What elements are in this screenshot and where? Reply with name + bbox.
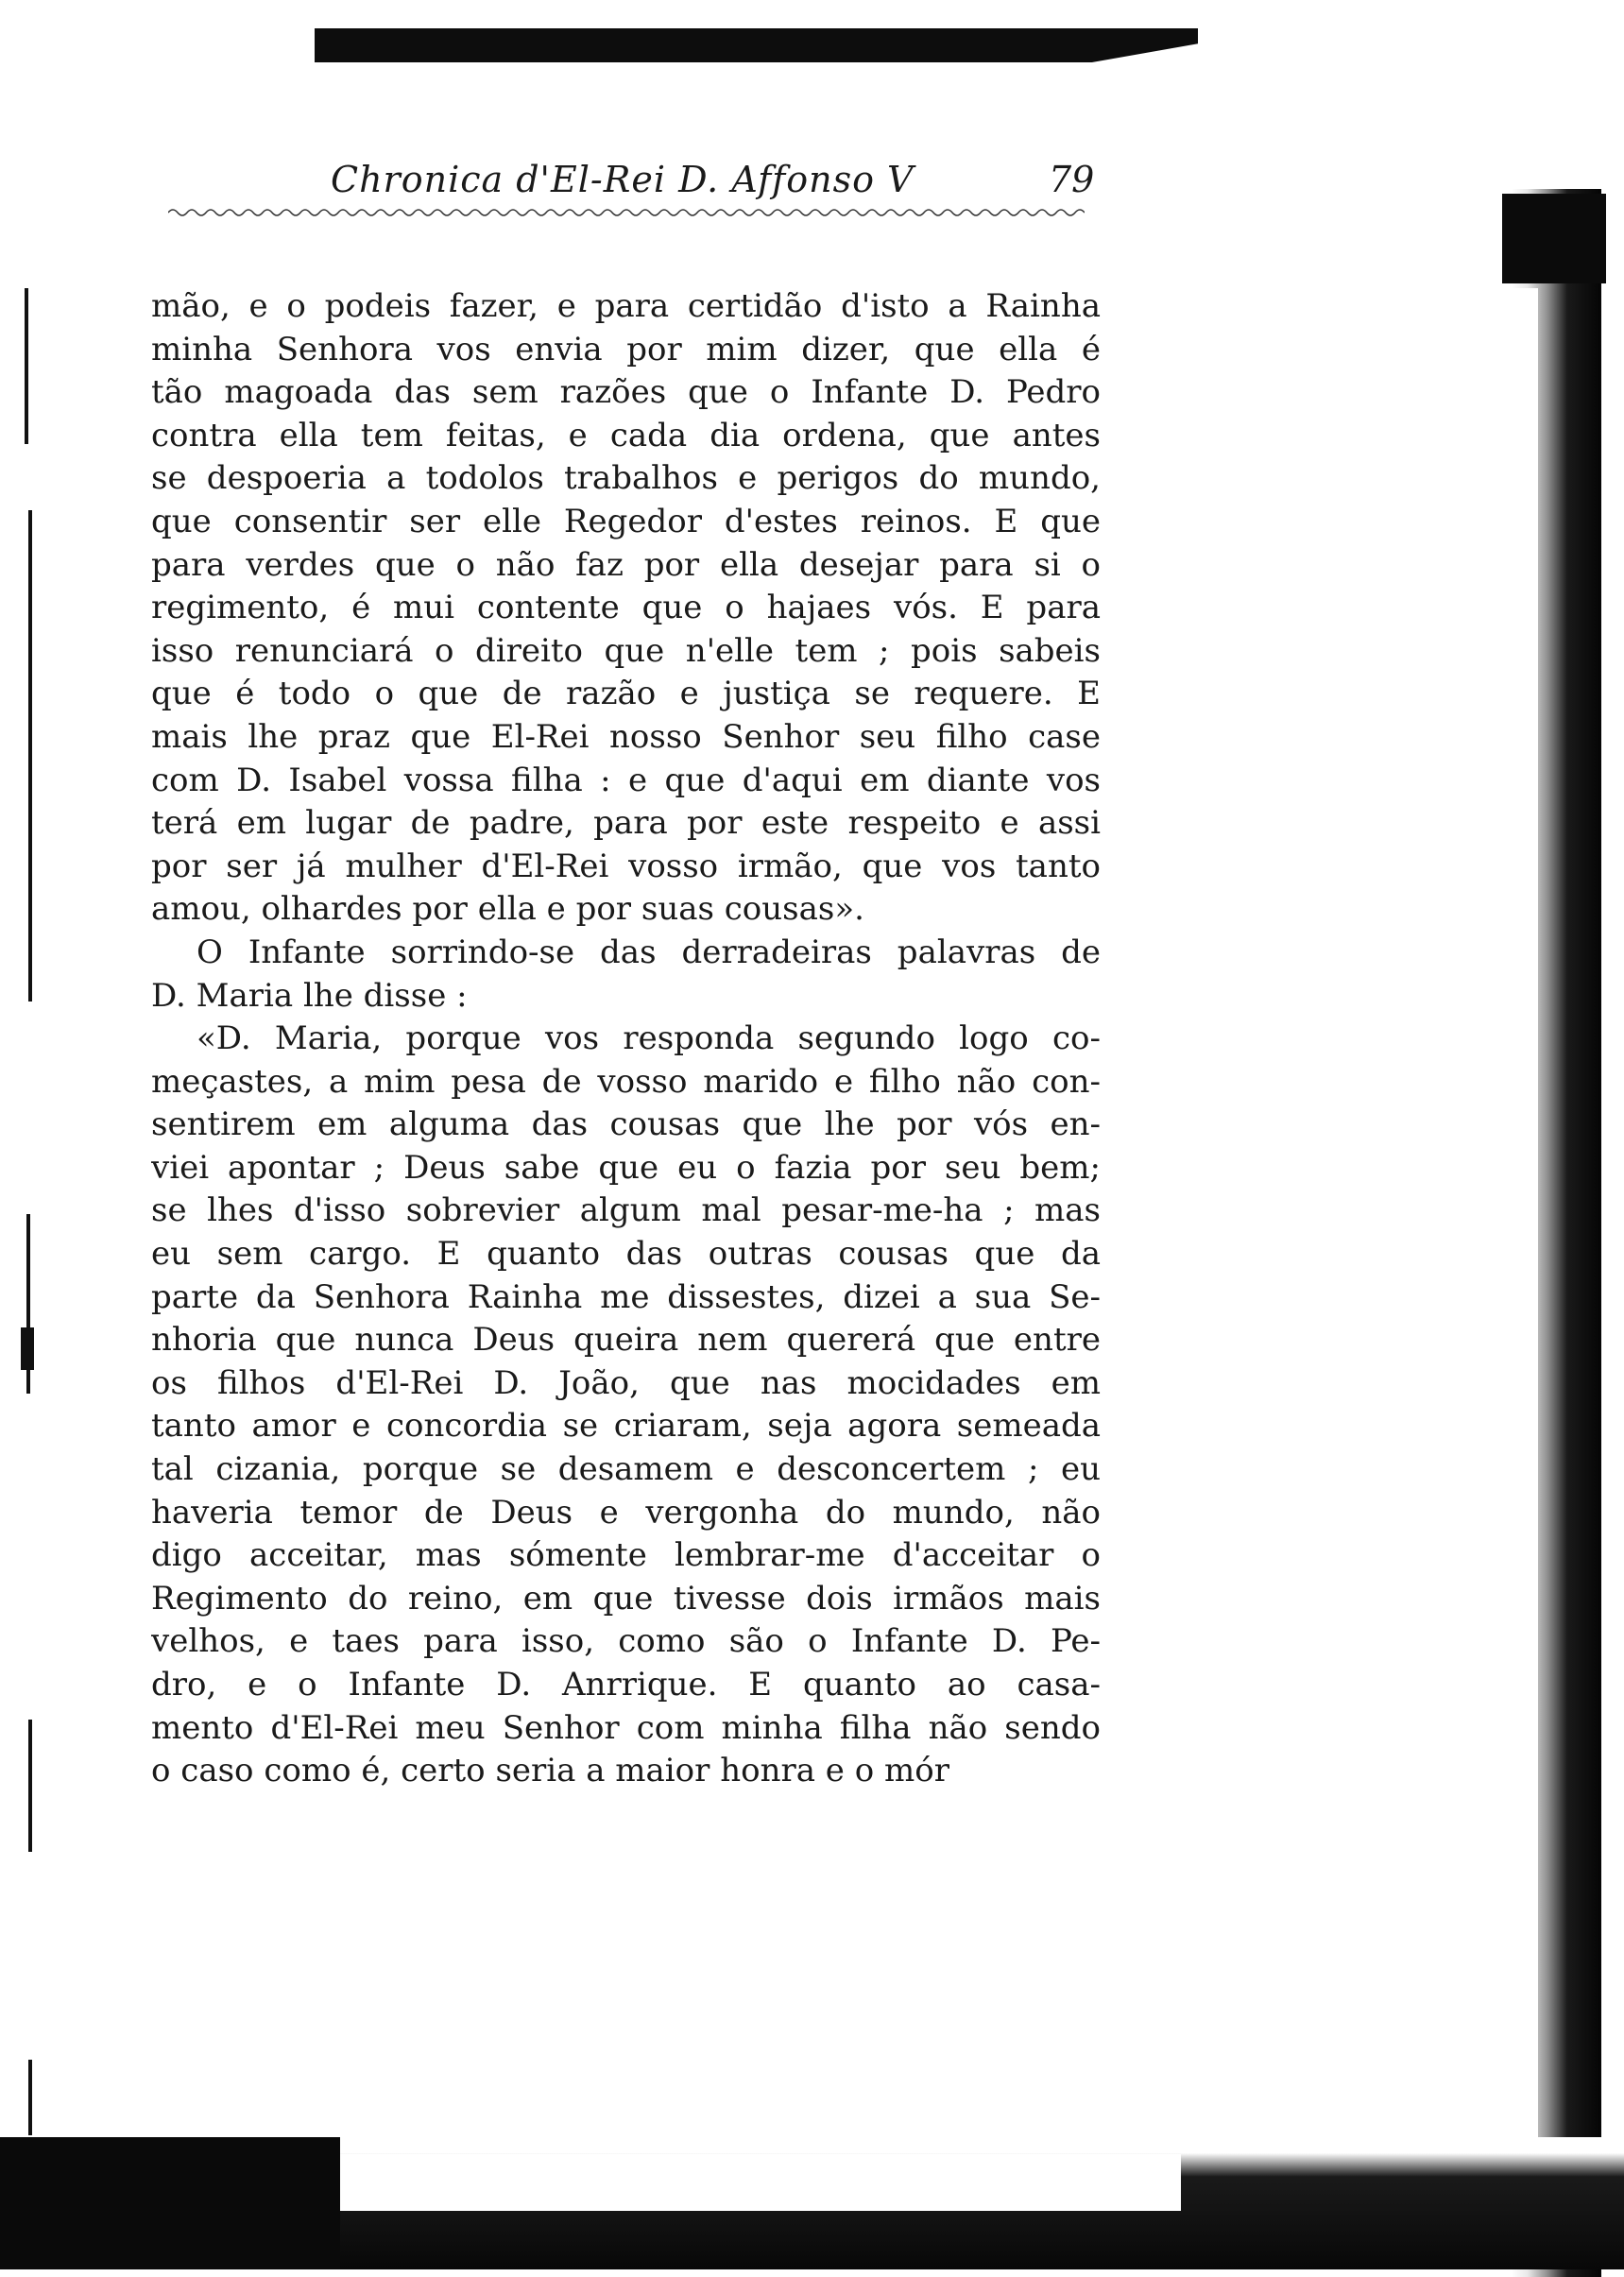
text-line: mento d'El-Rei meu Senhor com minha filha não sendo: [151, 1708, 1101, 1747]
text-line: parte da Senhora Rainha me dissestes, dizei a sua Se-: [151, 1277, 1101, 1316]
scan-edge-bottom-left: [0, 2137, 340, 2269]
text-line: D. Maria lhe disse :: [151, 976, 468, 1015]
text-line: Regimento do reino, em que tivesse dois irmãos mais: [151, 1579, 1101, 1618]
text-line: nhoria que nunca Deus queira nem quererá que entre: [151, 1321, 1101, 1360]
text-line: «D. Maria, porque vos responda segundo logo co-: [197, 1019, 1101, 1058]
text-line: sentirem em alguma das cousas que lhe por vós en-: [151, 1105, 1101, 1144]
text-line: minha Senhora vos envia por mim dizer, que ella é: [151, 330, 1101, 368]
header-wavy-rule: [168, 206, 1085, 219]
text-line: que é todo o que de razão e justiça se requere. E: [151, 675, 1101, 713]
text-line: terá em lugar de padre, para por este respeito e assi: [151, 804, 1101, 843]
scan-edge-left-5: [28, 2060, 32, 2135]
page-number: 79: [1049, 159, 1095, 200]
text-line: eu sem cargo. E quanto das outras cousas que da: [151, 1235, 1101, 1274]
text-line: velhos, e taes para isso, como são o Infante D. Pe-: [151, 1622, 1101, 1661]
text-line: tão magoada das sem razões que o Infante D. Pedro: [151, 373, 1101, 412]
running-title: Chronica d'El-Rei D. Affonso V: [331, 159, 915, 200]
text-line: se despoeria a todolos trabalhos e perigos do mundo,: [151, 459, 1101, 498]
text-line: com D. Isabel vossa filha : e que d'aqui em diante vos: [151, 761, 1101, 799]
text-line: se lhes d'isso sobrevier algum mal pesar-me-ha ; mas: [151, 1191, 1101, 1230]
text-line: por ser já mulher d'El-Rei vosso irmão, que vos tanto: [151, 847, 1101, 885]
text-line: mais lhe praz que El-Rei nosso Senhor seu filho case: [151, 717, 1101, 756]
page-margin-right: [1510, 288, 1538, 2234]
text-line: os filhos d'El-Rei D. João, que nas mocidades em: [151, 1363, 1101, 1402]
page-margin-bottom: [340, 2154, 1181, 2211]
scan-edge-left-blot: [21, 1327, 34, 1370]
text-line: amou, olhardes por ella e por suas cousas».: [151, 890, 864, 929]
text-line: que consentir ser elle Regedor d'estes reinos. E que: [151, 502, 1101, 540]
scan-edge-right-block: [1502, 194, 1606, 283]
text-line: para verdes que o não faz por ella desejar para si o: [151, 545, 1101, 584]
text-line: regimento, é mui contente que o hajaes vós. E para: [151, 589, 1101, 627]
scan-edge-left-2: [28, 510, 32, 1002]
text-line: viei apontar ; Deus sabe que eu o fazia por seu bem;: [151, 1148, 1101, 1187]
text-line: digo acceitar, mas sómente lembrar-me d'acceitar o: [151, 1536, 1101, 1575]
body-text: [151, 285, 1101, 1793]
text-line: haveria temor de Deus e vergonha do mundo, não: [151, 1493, 1101, 1532]
text-line: o caso como é, certo seria a maior honra e o mór: [151, 1752, 949, 1790]
text-line: meçastes, a mim pesa de vosso marido e filho não con-: [151, 1062, 1101, 1101]
text-line: contra ella tem feitas, e cada dia ordena, que antes: [151, 416, 1101, 454]
text-line: dro, e o Infante D. Anrrique. E quanto ao casa-: [151, 1666, 1101, 1703]
scan-edge-left-4: [28, 1720, 32, 1852]
scan-edge-left-1: [25, 288, 28, 444]
text-line: tal cizania, porque se desamem e desconcertem ; eu: [151, 1450, 1101, 1489]
text-line: O Infante sorrindo-se das derradeiras palavras de: [197, 933, 1101, 971]
text-line: tanto amor e concordia se criaram, seja agora semeada: [151, 1407, 1101, 1446]
text-line: isso renunciará o direito que n'elle tem ; pois sabeis: [151, 631, 1101, 670]
scan-edge-top: [315, 28, 1198, 62]
text-line: mão, e o podeis fazer, e para certidão d'isto a Rainha: [151, 287, 1101, 325]
